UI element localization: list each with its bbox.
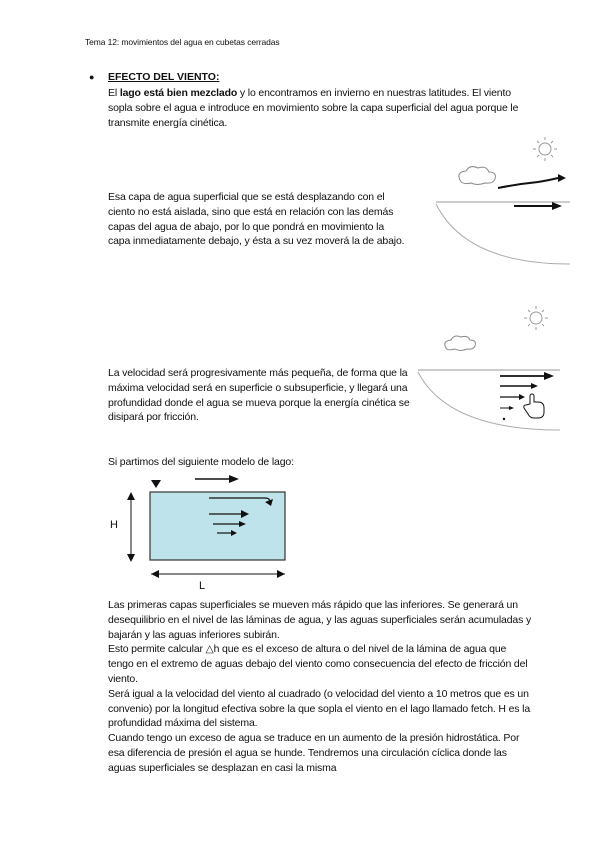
velocity-profile-illustration — [414, 300, 564, 440]
lake-basin-curve — [418, 372, 560, 430]
bullet-icon: ● — [89, 72, 95, 82]
water-level-marker-icon — [151, 480, 161, 488]
page-header: Tema 12: movimientos del agua en cubetas cerradas — [85, 37, 280, 47]
height-label: H — [110, 519, 118, 531]
wind-surface-illustration — [432, 136, 572, 271]
pointer-hand-icon — [524, 394, 544, 418]
body-paragraph: Cuando tengo un exceso de agua se traduce en un aumento de la presión hidrostática. Por esa diferencia de presión el agua se hunde. Tendremos una circulación cíclica donde las aguas superficiales se desplazan en casi la misma — [108, 732, 520, 774]
velocity-paragraph: La velocidad será progresivamente más pequeña, de forma que la máxima velocidad será en superficie o subsuperficie, y llegará una profundidad donde el agua se mueva porque la energía cinética se disipará por fricción. — [108, 367, 410, 424]
lake-model-svg — [105, 470, 295, 595]
body-paragraph: Esto permite calcular △h que es el exceso de altura o del nivel de la lámina de agua que tengo en el extremo de aguas debajo del viento como consecuencia del efecto de fricción del viento. — [108, 643, 528, 685]
model-intro-paragraph: Si partimos del siguiente modelo de lago: — [108, 456, 294, 468]
lake-model-diagram — [105, 470, 295, 595]
intro-text-pre: El — [108, 87, 120, 99]
cloud-icon — [459, 167, 496, 185]
body-paragraph: Las primeras capas superficiales se mueven más rápido que las inferiores. Se generará un desequilibrio en el nivel de las láminas de agua, y las aguas superficiales serán acumuladas y bajarán y las aguas inferiores subirán. — [108, 599, 532, 641]
cloud-icon — [445, 336, 476, 351]
length-label: L — [199, 580, 206, 592]
body-paragraph: Será igual a la velocidad del viento al cuadrado (o velocidad del viento a 10 metros que es un convenio) por la longitud efectiva sobre la que sopla el viento en el lago llamado fetch. H es la profundidad máxima del sistema. — [108, 687, 531, 730]
intro-bold-text: lago está bien mezclado — [119, 87, 238, 99]
lake-water-body — [150, 492, 285, 560]
surface-layer-paragraph: Esa capa de agua superficial que se está desplazando con el ciento no está aislada, sino que está en relación con las demás capas del agua de abajo, por lo que pondrá en movimiento la capa inmediatamente debajo, y ésta a su vez moverá la de abajo. — [108, 191, 405, 248]
intro-paragraph — [108, 86, 538, 130]
velocity-arrow-5 — [503, 418, 505, 420]
body-text — [108, 598, 533, 776]
section-title: EFECTO DEL VIENTO: — [108, 71, 220, 83]
sun-icon — [533, 137, 557, 161]
wind-arrow-curved — [498, 178, 558, 188]
lake-basin-curve — [436, 204, 570, 264]
sun-icon — [524, 306, 548, 330]
intro-text-post: y lo encontramos en invierno en nuestras latitudes. El viento sopla sobre el agua e introduce en movimiento sobre la capa superficial del agua porque le transmite energía cinética. — [108, 87, 519, 129]
